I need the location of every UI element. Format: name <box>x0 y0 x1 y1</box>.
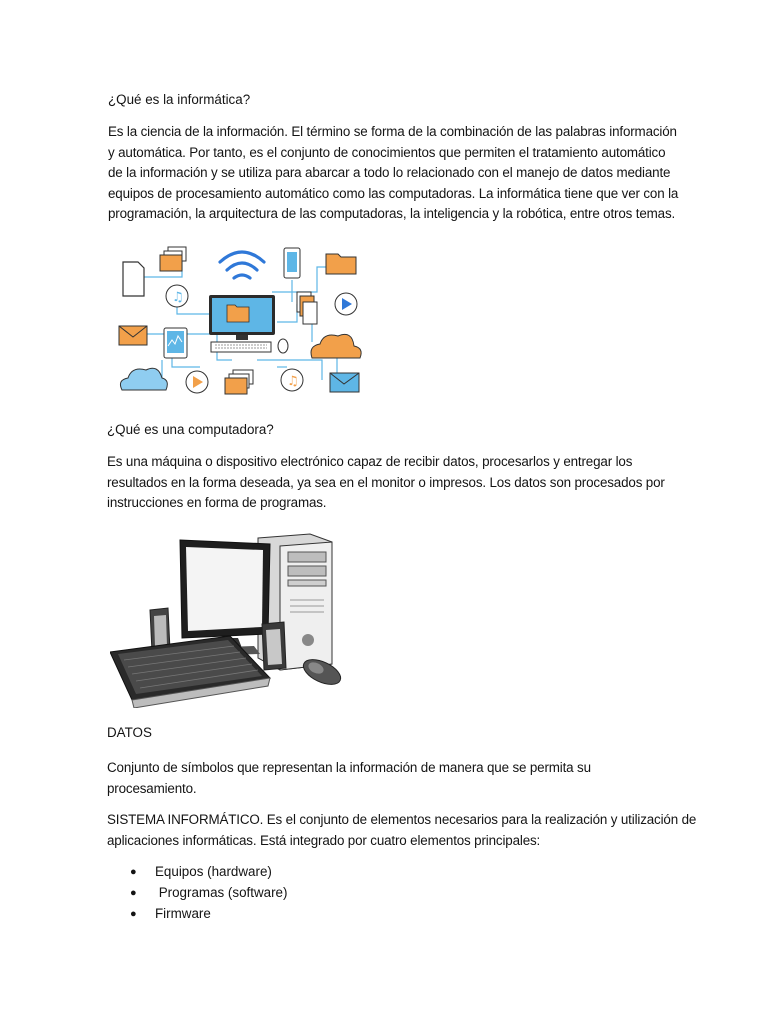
keyboard-icon <box>211 342 271 352</box>
paragraph-line: Es la ciencia de la información. El término se forma de la combinación de las palabras información <box>108 124 677 139</box>
documents-icon <box>297 292 317 324</box>
paragraph-line: SISTEMA INFORMÁTICO. Es el conjunto de elementos necesarios para la realización y utilización de <box>107 812 697 827</box>
mail-icon <box>330 373 359 392</box>
heading-datos: DATOS <box>107 725 152 740</box>
paragraph-line: equipos de procesamiento automático como las computadoras. La informática tiene que ver con la <box>108 185 679 201</box>
list-item: Firmware <box>155 906 211 921</box>
monitor-icon <box>209 295 275 340</box>
folder-icon <box>326 254 356 274</box>
heading-que-es-computadora: ¿Qué es una computadora? <box>107 422 274 437</box>
paragraph-line: Conjunto de símbolos que representan la información de manera que se permita su <box>107 760 591 775</box>
music-icon <box>166 285 188 307</box>
tablet-icon <box>164 328 187 358</box>
informatics-network-illustration <box>112 242 368 398</box>
mail-icon <box>119 326 147 345</box>
heading-que-es-informatica: ¿Qué es la informática? <box>108 92 251 107</box>
paragraph-line: instrucciones en forma de programas. <box>107 495 327 510</box>
paragraph-line: resultados en la forma deseada, ya sea en el monitor o impresos. Los datos son procesados por <box>107 474 665 490</box>
bullet-icon: ● <box>130 866 137 878</box>
document-icon <box>123 262 144 296</box>
paragraph-line: programación, la arquitectura de las computadoras, la inteligencia y la robótica, entre otros temas. <box>108 206 676 221</box>
play-icon <box>335 293 357 315</box>
svg-text:♫: ♫ <box>172 290 184 305</box>
paragraph-line: aplicaciones informáticas. Está integrado por cuatro elementos principales: <box>107 832 541 848</box>
paragraph-line: Es una máquina o dispositivo electrónico capaz de recibir datos, procesarlos y entregar los <box>107 454 633 469</box>
cloud-icon <box>120 368 167 390</box>
paragraph-line: y automática. Por tanto, es el conjunto de conocimientos que permiten el tratamiento automático <box>108 144 666 160</box>
folders-icon <box>160 247 186 271</box>
wifi-icon <box>220 252 264 278</box>
play-icon <box>186 371 208 393</box>
cloud-icon <box>311 334 361 358</box>
list-item: Equipos (hardware) <box>155 864 272 879</box>
phone-icon <box>284 248 300 278</box>
mouse-icon <box>278 339 288 353</box>
bullet-icon: ● <box>130 887 137 899</box>
desktop-computer-illustration <box>110 530 346 708</box>
paragraph-line: procesamiento. <box>107 780 197 796</box>
bullet-icon: ● <box>130 908 137 920</box>
speaker-right <box>262 622 286 670</box>
music-icon <box>281 369 303 391</box>
list-item: Programas (software) <box>155 885 288 900</box>
folders-icon <box>225 370 253 394</box>
paragraph-line: de la información y se utiliza para abarcar a todo lo relacionado con el manejo de datos mediante <box>108 165 671 180</box>
svg-text:♫: ♫ <box>287 374 299 389</box>
